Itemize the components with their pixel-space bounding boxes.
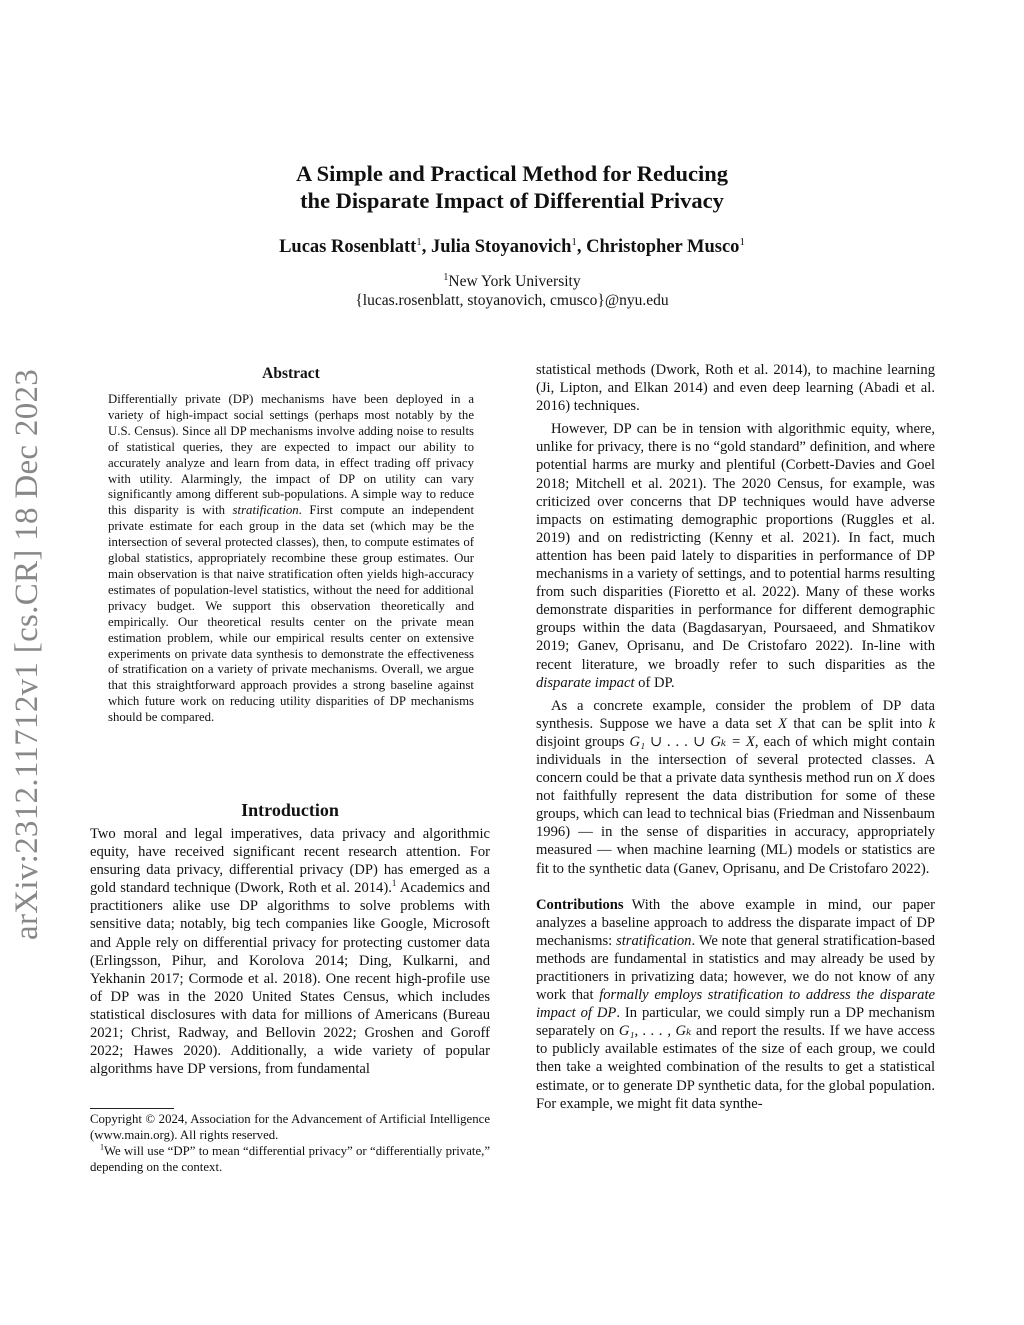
author-list [0, 236, 1024, 258]
author-separator: , [576, 237, 587, 258]
math-k: k [928, 715, 935, 732]
p3-text-d: , each of which might contain individuals in the intersection of several protected classes. A concern could be that a private data synthesis method run on [536, 733, 936, 787]
contrib-emphasis-1: stratification [616, 932, 692, 949]
introduction-heading: Introduction [241, 800, 339, 820]
author-3-affil-mark: 1 [739, 236, 745, 248]
contrib-text-b: . We note that general stratification-based methods are fundamental in statistics and may already be used by practitioners in privatizing data; however, we do not know of any work that [536, 932, 935, 1004]
right-paragraph-2 [536, 420, 935, 691]
right-paragraph-1: statistical methods (Dwork, Roth et al. 2014), to machine learning (Ji, Lipton, and Elkan 2014) and even deep learning (Abadi et al. 2016) techniques. [536, 362, 935, 415]
introduction-paragraph-1 [90, 825, 490, 1078]
abstract-heading: Abstract [262, 365, 320, 382]
paper-title [0, 160, 1024, 214]
abstract-text-2: . First compute an independent private estimate for each group in the data set (which may be the intersection of several protected classes), then, to compute estimates of global statistics, appropriately recombine these group estimates. Our main observation is that naive stratification often yields high-accuracy estimates of population-level statistics, without the need for additional privacy budget. We support this observation theoretically and empirically. Our theoretical results center on the private mean estimation problem, while our empirical results center on extensive experiments on private data synthesis to demonstrate the effectiveness of stratification on a variety of private mechanisms. Overall, we argue that this straightforward approach provides a strong baseline against which future work on reducing utility disparities of DP mechanisms should be compared. [108, 503, 475, 725]
contributions-paragraph [536, 896, 935, 1113]
abstract-body [108, 392, 474, 726]
affiliation-mark: 1 [443, 272, 449, 283]
intro-text-a: Two moral and legal imperatives, data privacy and algorithmic equity, have received significant recent research attention. For ensuring data privacy, differential privacy (DP) has emerged as a gold standard technique (Dwork, Roth et al. 2014). [90, 826, 490, 897]
intro-text-b: Academics and practitioners alike use DP algorithms to solve problems with sensitive data; notably, big tech companies like Google, Microsoft and Apple rely on differential privacy for protecting customer data (Erlingsson, Pihur, and Korolova 2014; Ding, Kulkarni, and Yekhanin 2017; Cormode et al. 2018). One recent high-profile use of DP was in the 2020 United States Census, which includes statistical disclosures with data for millions of Americans (Bureau 2021; Christ, Radway, and Bellovin 2022; Groshen and Goroff 2022; Hawes 2020). Additionally, a wide variety of popular algorithms have DP versions, from fundamental [90, 880, 490, 1078]
arxiv-stamp: arXiv:2312.11712v1 [cs.CR] 18 Dec 2023 [9, 368, 45, 940]
author-separator: , [421, 237, 432, 258]
footnote-1-mark: 1 [100, 1142, 104, 1152]
author-2-affil-mark: 1 [571, 236, 577, 248]
right-column [536, 361, 935, 1113]
abstract-emphasis: stratification [232, 503, 299, 518]
p2-emphasis: disparate impact [536, 674, 635, 691]
author-emails: {lucas.rosenblatt, stoyanovich, cmusco}@nyu.edu [355, 292, 669, 310]
author-2: Julia Stoyanovich [431, 237, 572, 258]
contrib-text-d: and report the results. If we have access to publicly available estimates of the size of each group, we could then take a weighted combination of the results to get a statistical estimate, or to generate DP synthetic data, for the global population. For example, we might fit data synthe- [536, 1023, 935, 1112]
title-line-2: the Disparate Impact of Differential Privacy [300, 188, 724, 213]
contrib-text-a: With the above example in mind, our paper analyzes a baseline approach to address the disparate impact of DP mechanisms: [536, 896, 935, 949]
footnote-1-text: We will use “DP” to mean “differential privacy” or “differentially private,” depending on the context. [90, 1143, 490, 1174]
p3-text-e: does not faithfully represent the data distribution for some of these groups, which can lead to technical bias (Friedman and Nissenbaum 1996) — in the sense of disparities in accuracy, appropriately measured — when machine learning (ML) models or statistics are fit to the synthetic data (Ganev, Oprisanu, and De Cristofaro 2022). [536, 770, 935, 877]
affiliation-name: New York University [448, 273, 581, 291]
footnote-ref-1: 1 [391, 878, 397, 889]
author-1: Lucas Rosenblatt [279, 237, 417, 258]
p3-text-c: disjoint groups [536, 733, 630, 750]
author-3: Christopher Musco [586, 237, 740, 258]
p2-text-b: of DP. [634, 674, 675, 691]
copyright-notice: Copyright © 2024, Association for the Advancement of Artificial Intelligence (www.main.org). All rights reserved. [90, 1112, 490, 1142]
p3-text-b: that can be split into [787, 715, 929, 732]
right-paragraph-3 [536, 697, 935, 878]
contrib-text-c: . In particular, we could simply run a DP mechanism separately on [536, 1005, 936, 1040]
math-x-2: X [895, 770, 905, 787]
affiliation [0, 268, 1024, 310]
author-1-affil-mark: 1 [416, 236, 422, 248]
math-x: X [778, 715, 788, 732]
contributions-heading: Contributions [536, 896, 624, 913]
introduction-body [90, 825, 490, 1078]
contrib-emphasis-2: formally employs stratification to address the disparate impact of DP [536, 987, 935, 1022]
footnote-1 [90, 1144, 490, 1176]
p3-text-a: As a concrete example, consider the problem of DP data synthesis. Suppose we have a data set [536, 697, 935, 732]
title-line-1: A Simple and Practical Method for Reducing [295, 161, 729, 186]
math-groups: G₁, . . . , Gₖ [618, 1023, 692, 1040]
footnotes [90, 1112, 490, 1176]
abstract-text-1: Differentially private (DP) mechanisms have been deployed in a variety of high-impact social settings (perhaps most notably by the U.S. Census). Since all DP mechanisms involve adding noise to results of statistical queries, they are expected to impact our ability to accurately analyze and learn from data, in effect trading off privacy with utility. Alarmingly, the impact of DP on utility can vary significantly among different sub-populations. A simple way to reduce this disparity is with [108, 392, 474, 518]
footnote-divider [90, 1108, 174, 1109]
p2-text-a: However, DP can be in tension with algorithmic equity, where, unlike for privacy, there is no “gold standard” definition, and where potential harms are murky and plentiful (Corbett-Davies and Goel 2018; Mitchell et al. 2021). The 2020 Census, for example, was criticized over concerns that DP techniques would have adverse impacts on estimating demographic proportions (Ruggles et al. 2019) and on redistricting (Kenny et al. 2021). In fact, much attention has been paid lately to disparities in performance of DP mechanisms in a variety of settings, and to potential harms resulting from such disparities (Fioretto et al. 2022). Many of these works demonstrate disparities in performance for different demographic groups within the data (Bagdasaryan, Poursaeed, and Shmatikov 2019; Ganev, Oprisanu, and De Cristofaro 2022). In-line with recent literature, we broadly refer to such disparities as the [536, 421, 935, 673]
math-group-union: G₁ ∪ . . . ∪ Gₖ = X [629, 733, 755, 750]
